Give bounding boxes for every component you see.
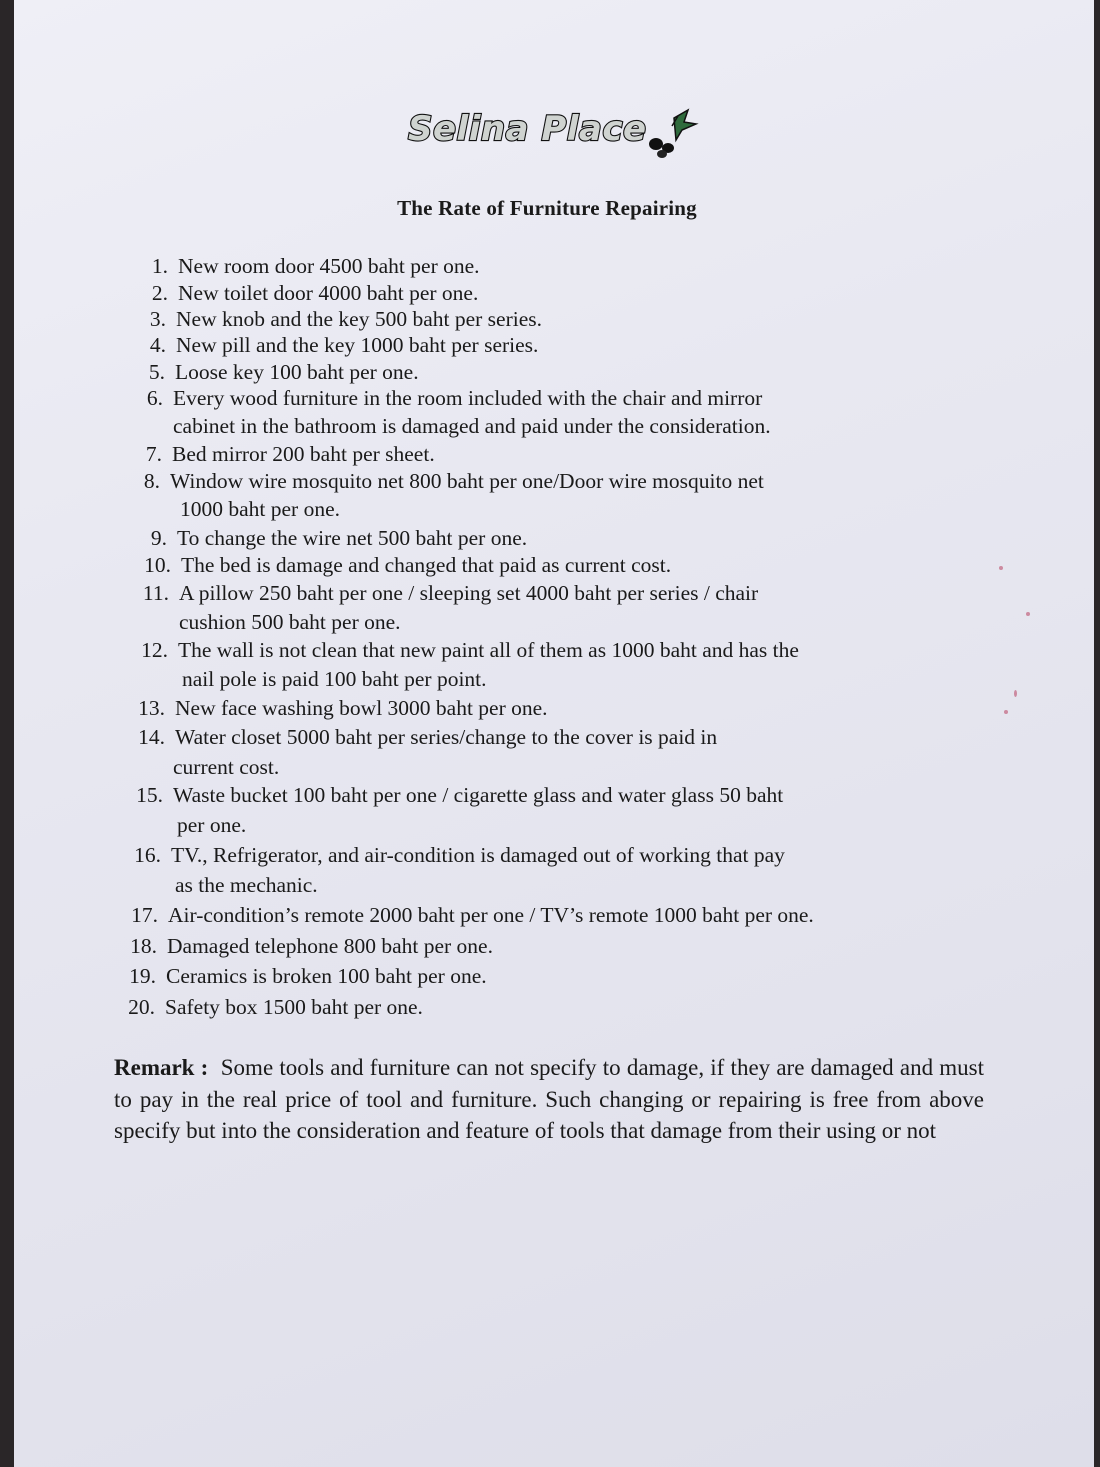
rate-item-number: 4. [149, 333, 166, 357]
rate-item-number: 13. [138, 696, 165, 720]
remark-text: Some tools and furniture can not specify to damage, if they are damaged and must to pay in the real price of tool and furniture. Such changing or repairing is free from above specify but into the consideration and feature of tools that damage from their using or not [114, 1055, 985, 1143]
rate-item-text: Air-condition’s remote 2000 baht per one / TV’s remote 1000 baht per one. [168, 903, 814, 927]
rate-item-text: Bed mirror 200 baht per sheet. [172, 442, 435, 466]
rate-item-text: The bed is damage and changed that paid as current cost. [181, 553, 672, 577]
rate-item-text: cabinet in the bathroom is damaged and paid under the consideration. [173, 414, 771, 438]
rate-item-text: Window wire mosquito net 800 baht per one/Door wire mosquito net [170, 469, 764, 493]
rate-item [128, 992, 423, 1022]
rate-item-text: New toilet door 4000 baht per one. [178, 281, 479, 305]
rate-item-text: TV., Refrigerator, and air-condition is damaged out of working that pay [171, 843, 785, 867]
rate-item-text: per one. [177, 813, 247, 837]
rate-item-number: 7. [145, 442, 162, 466]
rate-item-number: 12. [141, 638, 168, 662]
stain-mark [999, 566, 1003, 570]
document-page [14, 0, 1094, 1467]
rate-item-number: 18. [130, 934, 157, 958]
rate-item [144, 551, 672, 579]
rate-item-text: nail pole is paid 100 baht per point. [182, 667, 487, 691]
rate-item-text: Water closet 5000 baht per series/change to the cover is paid in [175, 725, 718, 749]
butterfly-icon [649, 110, 696, 158]
rate-item-text: current cost. [173, 755, 280, 779]
rate-item-number: 14. [138, 725, 165, 749]
rate-item [151, 279, 479, 307]
rate-item-text: A pillow 250 baht per one / sleeping set 4000 baht per series / chair [179, 581, 759, 605]
stain-mark [1014, 690, 1017, 697]
stain-mark [1004, 710, 1008, 714]
rate-item-text: cushion 500 baht per one. [179, 610, 401, 634]
rate-item-text: 1000 baht per one. [180, 497, 341, 521]
rate-item-text: Every wood furniture in the room included with the chair and mirror [173, 386, 763, 410]
rate-item-number: 19. [129, 964, 156, 988]
rate-item [150, 524, 528, 552]
rate-item [129, 961, 487, 991]
rate-item [134, 840, 785, 900]
rate-item [143, 467, 764, 523]
rate-item-text: The wall is not clean that new paint all of them as 1000 baht and has the [178, 638, 799, 662]
rate-item-text: New room door 4500 baht per one. [178, 254, 480, 278]
stain-mark [1026, 612, 1030, 616]
rate-item-number: 20. [128, 995, 155, 1019]
logo-text: Selina Place [408, 109, 647, 149]
remark-label: Remark : [114, 1055, 209, 1080]
rate-item-number: 2. [151, 281, 168, 305]
rate-item [151, 252, 480, 280]
rate-item-number: 15. [136, 783, 163, 807]
rate-item [138, 722, 718, 782]
document-title: The Rate of Furniture Repairing [397, 196, 697, 220]
rate-item-number: 10. [144, 553, 171, 577]
rate-item [131, 900, 814, 930]
rate-item-number: 5. [148, 360, 165, 384]
rate-item [141, 636, 799, 694]
rate-item-number: 1. [151, 254, 168, 278]
rate-item [142, 579, 759, 637]
rate-item [136, 780, 784, 840]
rate-item-number: 16. [134, 843, 161, 867]
rate-item [138, 694, 548, 723]
rate-item-text: Damaged telephone 800 baht per one. [167, 934, 493, 958]
rate-item-text: Safety box 1500 baht per one. [165, 995, 423, 1019]
rate-item [148, 358, 419, 386]
rate-item-number: 6. [146, 386, 163, 410]
rate-item-number: 8. [143, 469, 160, 493]
rate-item-number: 11. [142, 581, 169, 605]
rate-item-number: 3. [149, 307, 166, 331]
rate-item-text: To change the wire net 500 baht per one. [177, 526, 528, 550]
rate-item [146, 384, 771, 440]
rate-item-text: Waste bucket 100 baht per one / cigarette glass and water glass 50 baht [173, 783, 784, 807]
rate-item-text: Loose key 100 baht per one. [175, 360, 419, 384]
rate-item-number: 9. [150, 526, 167, 550]
rate-item [130, 931, 493, 961]
rate-item [149, 305, 542, 333]
rate-item-text: New face washing bowl 3000 baht per one. [175, 696, 548, 720]
remark-paragraph [114, 1052, 984, 1147]
rate-item-text: New pill and the key 1000 baht per series. [176, 333, 539, 357]
rate-item [145, 440, 435, 468]
rate-item [149, 331, 539, 359]
rate-item-text: Ceramics is broken 100 baht per one. [166, 964, 487, 988]
rate-item-text: New knob and the key 500 baht per series. [176, 307, 542, 331]
logo [406, 100, 706, 162]
rate-item-number: 17. [131, 903, 158, 927]
rate-item-text: as the mechanic. [175, 873, 318, 897]
